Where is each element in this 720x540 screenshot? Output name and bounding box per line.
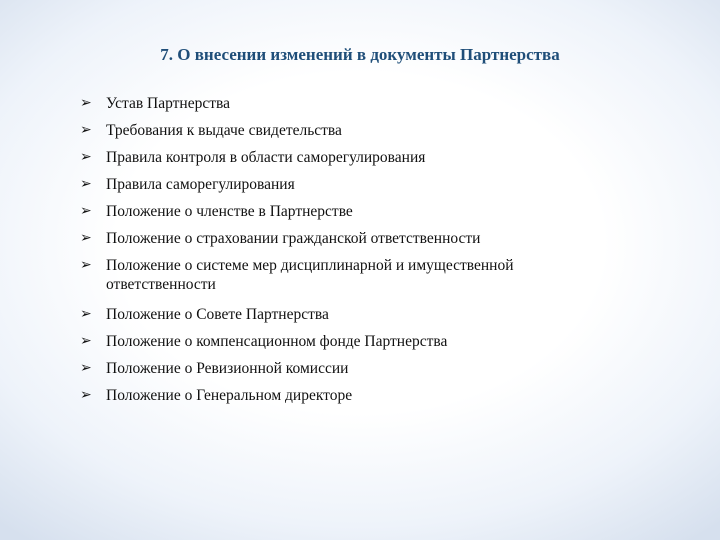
arrow-bullet-icon: ➢ <box>80 306 92 322</box>
list-item <box>80 229 600 248</box>
list-item <box>80 386 600 405</box>
arrow-bullet-icon: ➢ <box>80 257 92 273</box>
list-item <box>80 256 600 294</box>
arrow-bullet-icon: ➢ <box>80 230 92 246</box>
list-item <box>80 359 600 378</box>
arrow-bullet-icon: ➢ <box>80 95 92 111</box>
list-item-text: Положение о Генеральном директоре <box>106 387 353 404</box>
list-item <box>80 305 600 324</box>
arrow-bullet-icon: ➢ <box>80 203 92 219</box>
arrow-bullet-icon: ➢ <box>80 333 92 349</box>
document-list <box>80 94 600 413</box>
arrow-bullet-icon: ➢ <box>80 149 92 165</box>
list-item <box>80 94 600 113</box>
list-item-text: Требования к выдаче свидетельства <box>106 122 342 139</box>
list-item <box>80 332 600 351</box>
list-item-text: Положение о Совете Партнерства <box>106 306 329 323</box>
arrow-bullet-icon: ➢ <box>80 360 92 376</box>
list-item <box>80 202 600 221</box>
list-item <box>80 175 600 194</box>
list-item-text: Положение о страховании гражданской ответственности <box>106 230 481 247</box>
list-item-text: Положение о членстве в Партнерстве <box>106 203 353 220</box>
list-item-text: Правила саморегулирования <box>106 176 295 193</box>
list-item <box>80 121 600 140</box>
list-item-text: Положение о компенсационном фонде Партнерства <box>106 333 448 350</box>
list-item <box>80 148 600 167</box>
slide-title: 7. О внесении изменений в документы Партнерства <box>160 45 560 64</box>
list-item-text: Устав Партнерства <box>106 95 230 112</box>
arrow-bullet-icon: ➢ <box>80 122 92 138</box>
list-item-text: Положение о системе мер дисциплинарной и имущественной ответственности <box>106 257 514 293</box>
list-item-text: Правила контроля в области саморегулирования <box>106 149 426 166</box>
list-item-text: Положение о Ревизионной комиссии <box>106 360 349 377</box>
arrow-bullet-icon: ➢ <box>80 387 92 403</box>
arrow-bullet-icon: ➢ <box>80 176 92 192</box>
